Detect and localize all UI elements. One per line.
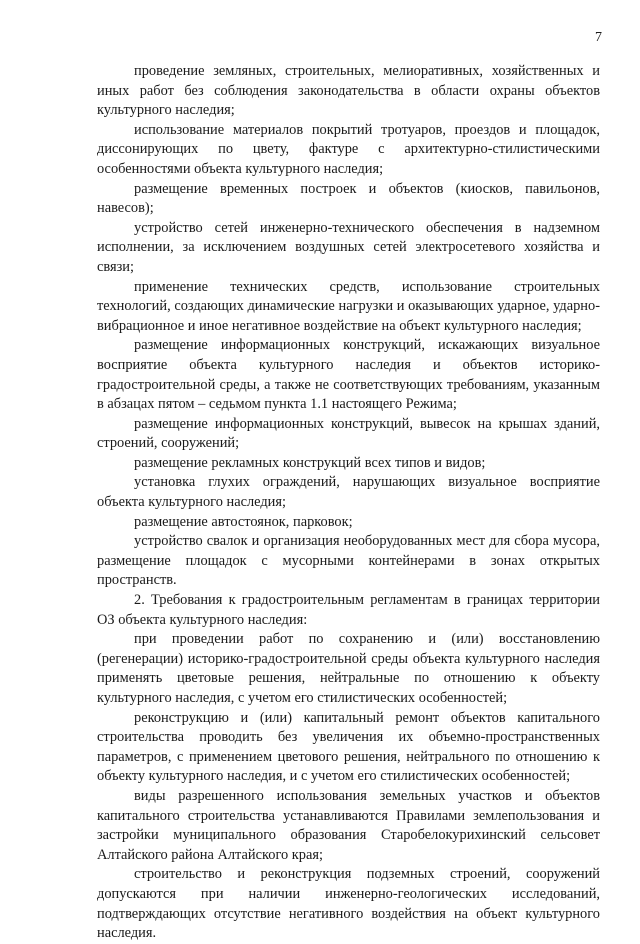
paragraph-section-2-heading: 2. Требования к градостроительным регламентам в границах территории ОЗ объекта культурного наследия: (97, 592, 600, 628)
paragraph-advertising: размещение рекламных конструкций всех типов и видов; (134, 454, 486, 471)
paragraph-paving-materials: использование материалов покрытий тротуаров, проездов и площадок, диссонирующих по цвету, фактуре с архитектурно-стилистическими особенностями объекта культурного наследия; (97, 121, 600, 177)
paragraph-waste-sites: устройство свалок и организация необорудованных мест для сбора мусора, размещение площадок с мусорными контейнерами в зонах открытых пространств. (97, 533, 600, 589)
paragraph-rooftop-signs: размещение информационных конструкций, вывесок на крышах зданий, строений, сооружений; (97, 415, 600, 452)
document-body (97, 62, 600, 944)
paragraph-color-solutions: при проведении работ по сохранению и (или) восстановлению (регенерации) историко-градостроительной среды объекта культурного наследия применять цветовые решения, нейтральные по отношению к объекту культурного наследия, с учетом его стилистических особенностей; (97, 631, 600, 706)
paragraph-solid-fences: установка глухих ограждений, нарушающих визуальное восприятие объекта культурного наследия; (97, 474, 600, 511)
paragraph-underground-construction: строительство и реконструкция подземных строений, сооружений допускаются при наличии инженерно-геологических исследований, подтверждающих отсутствие негативного воздействия на объект культурного наследия. (97, 866, 600, 942)
paragraph-parking: размещение автостоянок, парковок; (134, 513, 353, 530)
paragraph-earthworks-restriction: проведение земляных, строительных, мелиоративных, хозяйственных и иных работ без соблюдения законодательства в области охраны объектов культурного наследия; (97, 63, 600, 119)
paragraph-technical-means: применение технических средств, использование строительных технологий, создающих динамические нагрузки и оказывающих ударное, ударно-вибрационное и иное негативное воздействие на объект культурного наследия; (97, 278, 600, 334)
page-number: 7 (595, 30, 602, 45)
paragraph-temporary-structures: размещение временных построек и объектов (киосков, павильонов, навесов); (97, 180, 600, 217)
paragraph-information-structures: размещение информационных конструкций, искажающих визуальное восприятие объекта культурного наследия и объектов историко-градостроительной среды, а также не соответствующих требованиям, указанным в абзацах пятом – седьмом пункта 1.1 настоящего Режима; (97, 337, 600, 413)
paragraph-overhead-networks: устройство сетей инженерно-технического обеспечения в надземном исполнении, за исключением воздушных сетей электросетевого хозяйства и связи; (97, 219, 600, 275)
paragraph-permitted-use: виды разрешенного использования земельных участков и объектов капитального строительства устанавливаются Правилами землепользования и застройки муниципального образования Старобелокурихинский сельсовет Алтайского района Алтайского края; (97, 787, 600, 863)
paragraph-reconstruction: реконструкцию и (или) капитальный ремонт объектов капитального строительства проводить без увеличения их объемно-пространственных параметров, с применением цветового решения, нейтрального по отношению к объекту культурного наследия, и с учетом его стилистических особенностей; (97, 709, 600, 785)
